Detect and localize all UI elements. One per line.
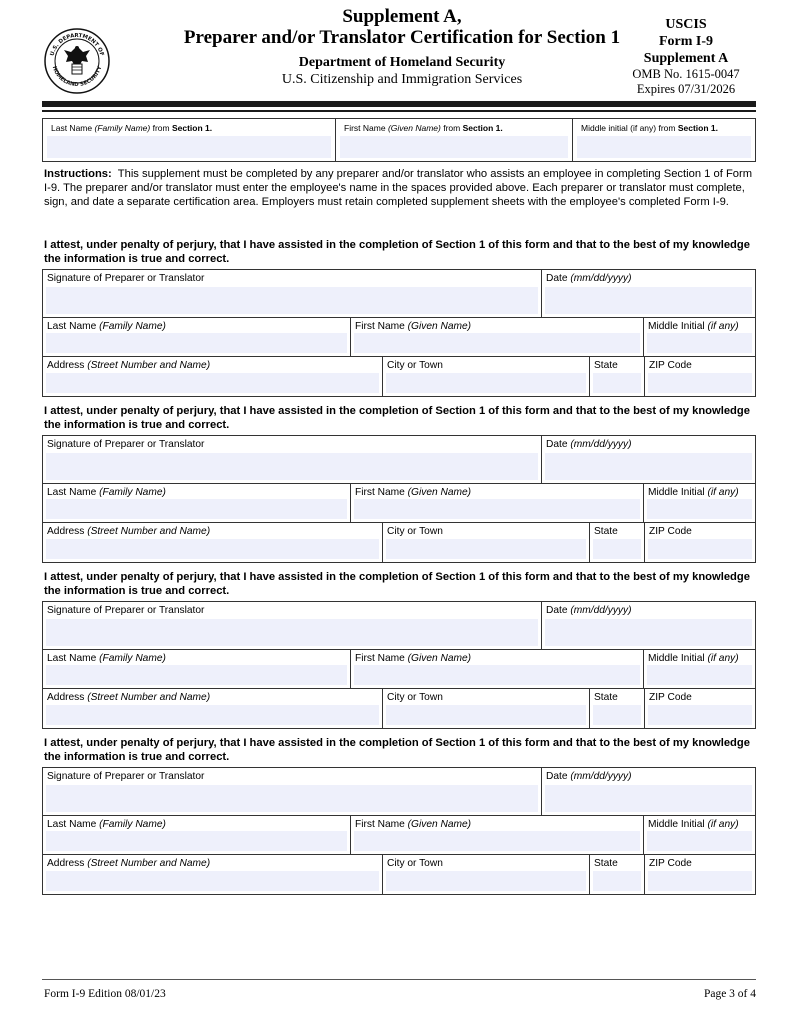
zip-field[interactable] <box>648 539 752 559</box>
svg-text:HOMELAND SECURITY: HOMELAND SECURITY <box>50 65 104 89</box>
middle-initial-field[interactable] <box>647 665 752 685</box>
address-label: Address <box>47 526 85 537</box>
first-name-field[interactable] <box>354 831 640 851</box>
date-label: Date <box>546 439 568 450</box>
signature-row <box>43 436 755 484</box>
city-field[interactable] <box>386 373 586 393</box>
zip-field[interactable] <box>648 871 752 891</box>
address-field[interactable] <box>46 539 379 559</box>
name-row <box>43 484 755 523</box>
signature-cell <box>43 270 542 317</box>
employee-last-name-cell: Last Name (Family Name) from Section 1. <box>43 119 336 161</box>
address-row <box>43 357 755 396</box>
city-cell <box>383 523 590 562</box>
date-label: Date <box>546 771 568 782</box>
address-label: Address <box>47 360 85 371</box>
middle-initial-field[interactable] <box>647 499 752 519</box>
state-label: State <box>594 360 618 371</box>
attestation-statement: I attest, under penalty of perjury, that I have assisted in the completion of Section 1 of this form and that to the best of my knowledge the information is true and correct. <box>44 239 750 265</box>
signature-label: Signature of Preparer or Translator <box>47 439 205 450</box>
first-name-cell: First Name (Given Name) <box>351 318 644 356</box>
first-name-field[interactable] <box>354 333 640 353</box>
form-edition: Form I-9 Edition 08/01/23 <box>44 988 166 1000</box>
last-name-cell: Last Name (Family Name) <box>43 650 351 688</box>
first-name-label: First Name <box>355 653 405 664</box>
certification-block <box>42 435 756 563</box>
address-cell: Address (Street Number and Name) <box>43 523 383 562</box>
date-cell: Date (mm/dd/yyyy) <box>542 436 755 483</box>
last-name-cell: Last Name (Family Name) <box>43 484 351 522</box>
city-label: City or Town <box>387 858 443 869</box>
last-name-cell: Last Name (Family Name) <box>43 318 351 356</box>
address-cell: Address (Street Number and Name) <box>43 689 383 728</box>
signature-label: Signature of Preparer or Translator <box>47 273 205 284</box>
last-name-field[interactable] <box>46 831 347 851</box>
state-label: State <box>594 858 618 869</box>
state-cell <box>590 689 645 728</box>
attestation-statement: I attest, under penalty of perjury, that I have assisted in the completion of Section 1 of this form and that to the best of my knowledge the information is true and correct. <box>44 405 750 431</box>
employee-middle-initial-cell: Middle initial (if any) from Section 1. <box>573 119 755 161</box>
last-name-label: Last Name <box>47 819 97 830</box>
certification-block <box>42 601 756 729</box>
first-name-field[interactable] <box>354 499 640 519</box>
state-cell <box>590 523 645 562</box>
first-name-field[interactable] <box>354 665 640 685</box>
date-field[interactable] <box>545 619 752 646</box>
instructions-heading: Instructions: <box>44 168 112 180</box>
middle-initial-field[interactable] <box>647 831 752 851</box>
form-identifier <box>616 16 756 97</box>
form-title-line2: Preparer and/or Translator Certification for Section 1 <box>183 27 621 48</box>
name-row <box>43 650 755 689</box>
form-title-line1: Supplement A, <box>342 6 462 27</box>
instructions-body: This supplement must be completed by any preparer and/or translator who assists an employee in completing Section 1 of Form I-9. The preparer and/or translator must enter the employee's name in the spaces provided above. Each preparer or translator must complete, sign, and date a separate certification area. Employers must retain completed supplement sheets with the employee's completed Form I-9. <box>44 168 753 209</box>
address-field[interactable] <box>46 871 379 891</box>
middle-initial-label: Middle Initial <box>648 819 705 830</box>
state-label: State <box>594 692 618 703</box>
zip-field[interactable] <box>648 373 752 393</box>
signature-cell <box>43 436 542 483</box>
employee-middle-initial-field[interactable] <box>577 136 751 158</box>
address-cell: Address (Street Number and Name) <box>43 855 383 894</box>
zip-cell <box>645 689 755 728</box>
signature-cell <box>43 602 542 649</box>
zip-cell <box>645 855 755 894</box>
form-header <box>42 6 756 98</box>
city-cell <box>383 855 590 894</box>
employee-name-table <box>42 118 756 162</box>
city-cell <box>383 357 590 396</box>
signature-field[interactable] <box>46 287 538 314</box>
address-row <box>43 523 755 562</box>
header-divider-thick <box>42 101 756 107</box>
zip-cell <box>645 523 755 562</box>
omb-number: OMB No. 1615-0047 <box>632 67 740 81</box>
address-cell: Address (Street Number and Name) <box>43 357 383 396</box>
date-cell: Date (mm/dd/yyyy) <box>542 602 755 649</box>
date-field[interactable] <box>545 453 752 480</box>
signature-cell <box>43 768 542 815</box>
certification-block <box>42 767 756 895</box>
employee-middle-initial-label: Middle initial (if any) from <box>581 123 678 133</box>
date-field[interactable] <box>545 287 752 314</box>
ident-agency: USCIS <box>665 17 707 32</box>
middle-initial-label: Middle Initial <box>648 321 705 332</box>
middle-initial-label: Middle Initial <box>648 487 705 498</box>
name-row <box>43 816 755 855</box>
expiration-date: Expires 07/31/2026 <box>636 82 736 96</box>
zip-field[interactable] <box>648 705 752 725</box>
name-row <box>43 318 755 357</box>
state-label: State <box>594 526 618 537</box>
city-label: City or Town <box>387 526 443 537</box>
last-name-field[interactable] <box>46 665 347 685</box>
last-name-field[interactable] <box>46 499 347 519</box>
employee-first-name-field[interactable] <box>340 136 568 158</box>
city-field[interactable] <box>386 871 586 891</box>
state-field[interactable] <box>593 871 641 891</box>
footer-divider <box>42 979 756 980</box>
address-label: Address <box>47 692 85 703</box>
state-field[interactable] <box>593 539 641 559</box>
address-field[interactable] <box>46 705 379 725</box>
city-field[interactable] <box>386 705 586 725</box>
ident-supplement: Supplement A <box>643 51 729 66</box>
signature-field[interactable] <box>46 453 538 480</box>
middle-initial-field[interactable] <box>647 333 752 353</box>
first-name-cell: First Name (Given Name) <box>351 650 644 688</box>
first-name-label: First Name <box>355 321 405 332</box>
middle-initial-cell: Middle Initial (if any) <box>644 484 755 522</box>
zip-label: ZIP Code <box>649 526 692 537</box>
employee-first-name-label: First Name <box>344 123 386 133</box>
dhs-seal-icon <box>44 28 110 94</box>
last-name-field[interactable] <box>46 333 347 353</box>
address-row <box>43 855 755 894</box>
city-field[interactable] <box>386 539 586 559</box>
middle-initial-cell: Middle Initial (if any) <box>644 816 755 854</box>
attestation-statement: I attest, under penalty of perjury, that I have assisted in the completion of Section 1 of this form and that to the best of my knowledge the information is true and correct. <box>44 571 750 597</box>
first-name-label: First Name <box>355 819 405 830</box>
address-field[interactable] <box>46 373 379 393</box>
state-cell <box>590 855 645 894</box>
employee-last-name-field[interactable] <box>47 136 331 158</box>
signature-row <box>43 768 755 816</box>
date-field[interactable] <box>545 785 752 812</box>
signature-field[interactable] <box>46 619 538 646</box>
last-name-cell: Last Name (Family Name) <box>43 816 351 854</box>
middle-initial-cell: Middle Initial (if any) <box>644 318 755 356</box>
signature-row <box>43 602 755 650</box>
city-cell <box>383 689 590 728</box>
zip-cell <box>645 357 755 396</box>
signature-field[interactable] <box>46 785 538 812</box>
date-label: Date <box>546 605 568 616</box>
zip-label: ZIP Code <box>649 692 692 703</box>
signature-label: Signature of Preparer or Translator <box>47 771 205 782</box>
zip-label: ZIP Code <box>649 360 692 371</box>
employee-first-name-cell: First Name (Given Name) from Section 1. <box>336 119 573 161</box>
address-label: Address <box>47 858 85 869</box>
middle-initial-label: Middle Initial <box>648 653 705 664</box>
date-cell: Date (mm/dd/yyyy) <box>542 270 755 317</box>
date-cell: Date (mm/dd/yyyy) <box>542 768 755 815</box>
state-cell <box>590 357 645 396</box>
state-field[interactable] <box>593 373 641 393</box>
city-label: City or Town <box>387 692 443 703</box>
state-field[interactable] <box>593 705 641 725</box>
employee-last-name-label: Last Name <box>51 123 93 133</box>
first-name-cell: First Name (Given Name) <box>351 816 644 854</box>
svg-text:U.S. DEPARTMENT OF: U.S. DEPARTMENT OF <box>49 32 105 57</box>
header-divider-thin <box>42 110 756 112</box>
zip-label: ZIP Code <box>649 858 692 869</box>
date-label: Date <box>546 273 568 284</box>
attestation-statement: I attest, under penalty of perjury, that I have assisted in the completion of Section 1 of this form and that to the best of my knowledge the information is true and correct. <box>44 737 750 763</box>
first-name-label: First Name <box>355 487 405 498</box>
first-name-cell: First Name (Given Name) <box>351 484 644 522</box>
instructions-text <box>44 167 756 210</box>
certification-block <box>42 269 756 397</box>
last-name-label: Last Name <box>47 653 97 664</box>
last-name-label: Last Name <box>47 487 97 498</box>
ident-form: Form I-9 <box>658 34 714 49</box>
last-name-label: Last Name <box>47 321 97 332</box>
address-row <box>43 689 755 728</box>
page-number: Page 3 of 4 <box>703 988 756 1000</box>
signature-row <box>43 270 755 318</box>
agency-name: Department of Homeland Security <box>298 55 506 70</box>
signature-label: Signature of Preparer or Translator <box>47 605 205 616</box>
city-label: City or Town <box>387 360 443 371</box>
subagency-name: U.S. Citizenship and Immigration Services <box>281 72 523 87</box>
middle-initial-cell: Middle Initial (if any) <box>644 650 755 688</box>
